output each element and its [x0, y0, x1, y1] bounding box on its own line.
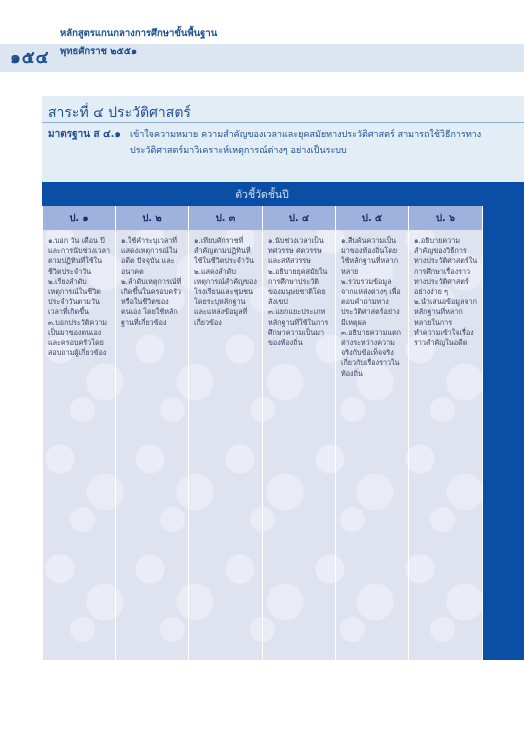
indicator-item: ๑.ใช้คำระบุเวลาที่แสดงเหตุการณ์ในอดีต ปัจจุบัน และอนาคต — [121, 236, 178, 276]
indicator-item: ๑.อธิบายความสำคัญของวิธีการทางประวัติศาสตร์ในการศึกษาเรื่องราวทางประวัติศาสตร์อย่างง่าย ๆ — [414, 236, 478, 297]
standard-label: มาตรฐาน ส ๔.๑ — [48, 129, 121, 140]
strand-title: สาระที่ ๔ ประวัติศาสตร์ — [48, 105, 191, 121]
indicator-table-title: ตัวชี้วัดชั้นปี — [235, 189, 289, 201]
indicator-item: ๓.อธิบายความแตกต่างระหว่างความจริงกับข้อเท็จจริงเกี่ยวกับเรื่องราวในท้องถิ่น — [341, 327, 401, 378]
column-header: ป. ๔ — [263, 206, 336, 230]
indicator-table — [42, 206, 483, 666]
indicator-item: ๑.บอก วัน เดือน ปี และการนับช่วงเวลาตามปฏิทินที่ใช้ในชีวิตประจำวัน — [48, 236, 110, 276]
table-cell-p4 — [263, 230, 336, 666]
indicator-item: ๓.บอกประวัติความเป็นมาของตนเองและครอบครัวโดยสอบถามผู้เกี่ยวข้อง — [48, 317, 108, 358]
table-cell-p3 — [189, 230, 263, 666]
indicator-item: ๑.สืบค้นความเป็นมาของท้องถิ่นโดยใช้หลักฐานที่หลากหลาย — [341, 236, 399, 276]
indicator-item: ๒.รวบรวมข้อมูลจากแหล่งต่างๆ เพื่อตอบคำถามทางประวัติศาสตร์อย่างมีเหตุผล — [341, 276, 401, 327]
table-cell-p2 — [116, 230, 189, 666]
column-header: ป. ๕ — [336, 206, 409, 230]
indicator-item: ๑.นับช่วงเวลาเป็นทศวรรษ ศตวรรษ และสหัสวรรษ — [268, 236, 324, 266]
column-header: ป. ๑ — [43, 206, 116, 230]
table-cell-p6 — [409, 230, 483, 666]
table-cell-p1 — [43, 230, 116, 666]
column-header: ป. ๓ — [189, 206, 263, 230]
book-title: หลักสูตรแกนกลางการศึกษาขั้นพื้นฐาน — [60, 28, 218, 39]
table-row — [43, 230, 483, 666]
book-subtitle: พุทธศักราช ๒๕๕๑ — [60, 46, 137, 57]
indicator-item: ๒.แสดงลำดับเหตุการณ์สำคัญของโรงเรียนและชุมชน โดยระบุหลักฐานและแหล่งข้อมูลที่เกี่ยวข้อง — [194, 266, 257, 327]
indicator-item: ๑.เทียบศักราชที่สำคัญตามปฏิทินที่ใช้ในชีวิตประจำวัน — [194, 236, 254, 266]
indicator-item: ๒.ลำดับเหตุการณ์ที่เกิดขึ้นในครอบครัวหรือในชีวิตของตนเอง โดยใช้หลักฐานที่เกี่ยวข้อง — [121, 276, 182, 327]
page-number: ๑๕๔ — [10, 48, 50, 68]
standard-text: เข้าใจความหมาย ความสำคัญของเวลาและยุคสมัยทางประวัติศาสตร์ สามารถใช้วิธีการทางประวัติศาสตร์มาวิเคราะห์เหตุการณ์ต่างๆ อย่างเป็นระบบ — [130, 130, 482, 156]
strand-divider — [42, 122, 524, 123]
table-cell-p5 — [336, 230, 409, 666]
indicator-item: ๒.เรียงลำดับเหตุการณ์ในชีวิตประจำวันตามวันเวลาที่เกิดขึ้น — [48, 276, 101, 317]
indicator-item: ๒.อธิบายยุคสมัยในการศึกษาประวัติของมนุษยชาติโดยสังเขป — [268, 266, 328, 307]
indicator-item: ๓.แยกแยะประเภทหลักฐานที่ใช้ในการศึกษาความเป็นมาของท้องถิ่น — [268, 307, 329, 348]
table-header-row — [43, 206, 483, 230]
indicator-item: ๒.นำเสนอข้อมูลจากหลักฐานที่หลากหลายในการทำความเข้าใจเรื่องราวสำคัญในอดีต — [414, 297, 478, 348]
column-header: ป. ๒ — [116, 206, 189, 230]
column-header: ป. ๖ — [409, 206, 483, 230]
